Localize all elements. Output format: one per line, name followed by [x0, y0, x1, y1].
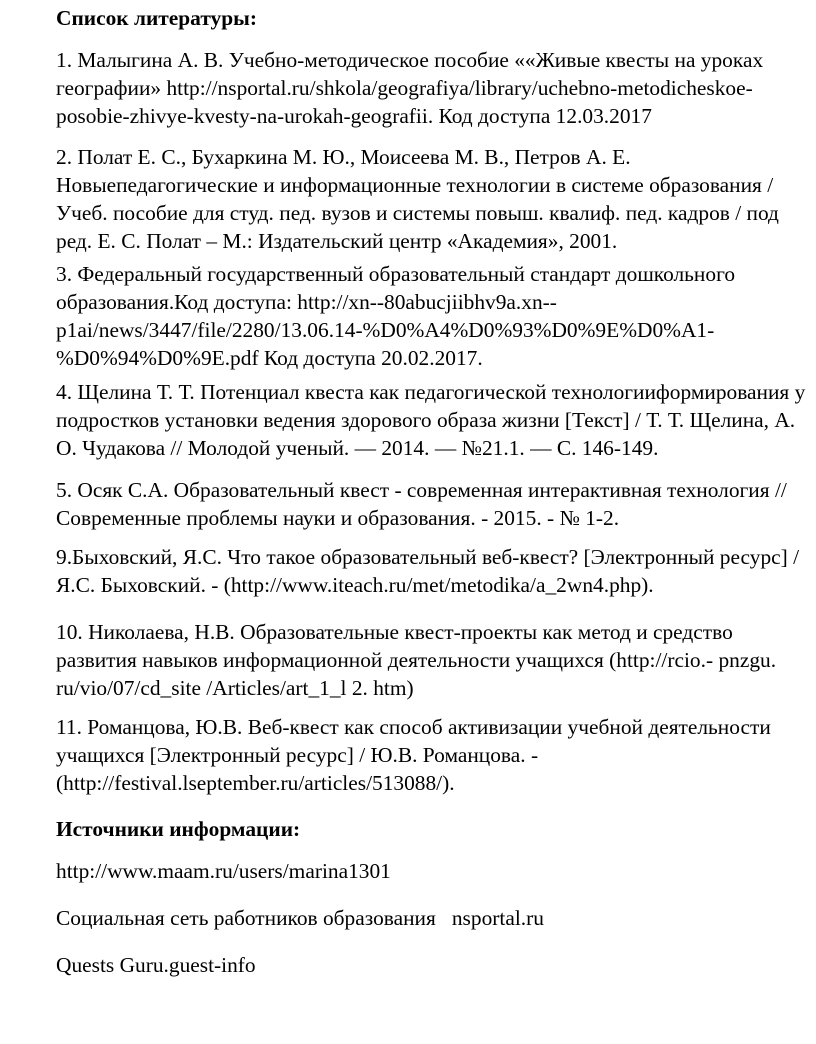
reference-item-5 — [56, 476, 787, 532]
reference-line: 3. Федеральный государственный образовательный стандарт дошкольного — [56, 262, 736, 286]
reference-line: %D0%94%D0%9E.pdf Код доступа 20.02.2017. — [56, 346, 483, 370]
reference-line: Новыепедагогические и информационные технологии в системе образования / — [56, 173, 774, 197]
reference-line: образования.Код доступа: http://xn--80abucjiibhv9a.xn-- — [56, 290, 557, 314]
reference-line: Учеб. пособие для студ. пед. вузов и системы повыш. квалиф. пед. кадров / под — [56, 201, 779, 225]
reference-line: ред. Е. С. Полат – М.: Издательский центр «Академия», 2001. — [56, 229, 618, 253]
reference-line: (http://festival.lseptember.ru/articles/513088/). — [56, 771, 455, 795]
source-quests-guru: Quests Guru.guest-info — [56, 953, 256, 977]
reference-line: Я.С. Быховский. - (http://www.iteach.ru/met/metodika/a_2wn4.php). — [56, 573, 654, 597]
reference-line: 10. Николаева, Н.В. Образовательные квест-проекты как метод и средство — [56, 620, 733, 644]
reference-item-1 — [56, 46, 763, 130]
reference-line: географии» http://nsportal.ru/shkola/geografiya/library/uchebno-metodicheskoe- — [56, 76, 753, 100]
reference-item-4 — [56, 378, 805, 462]
reference-line: О. Чудакова // Молодой ученый. — 2014. — №21.1. — С. 146-149. — [56, 436, 659, 460]
reference-line: 9.Быховский, Я.С. Что такое образовательный веб-квест? [Электронный ресурс] / — [56, 545, 800, 569]
reference-item-11 — [56, 713, 771, 797]
reference-line: 1. Малыгина А. В. Учебно-методическое пособие ««Живые квесты на уроках — [56, 48, 764, 72]
reference-line: учащихся [Электронный ресурс] / Ю.В. Романцова. - — [56, 743, 539, 767]
source-link-maam[interactable]: http://www.maam.ru/users/marina1301 — [56, 859, 391, 883]
reference-line: 11. Романцова, Ю.В. Веб-квест как способ активизации учебной деятельности — [56, 715, 771, 739]
reference-item-9 — [56, 543, 799, 599]
reference-line: posobie-zhivye-kvesty-na-urokah-geografii. Код доступа 12.03.2017 — [56, 104, 652, 128]
sources-heading: Источники информации: — [56, 817, 301, 841]
reference-line: p1ai/news/3447/file/2280/13.06.14-%D0%A4%D0%93%D0%9E%D0%A1- — [56, 318, 715, 342]
reference-line: 2. Полат Е. С., Бухаркина М. Ю., Моисеева М. В., Петров А. Е. — [56, 145, 631, 169]
reference-item-10 — [56, 618, 776, 702]
reference-line: 5. Осяк С.А. Образовательный квест - современная интерактивная технология // — [56, 478, 787, 502]
reference-line: 4. Щелина Т. Т. Потенциал квеста как педагогической технологииформирования у — [56, 380, 806, 404]
reference-line: Современные проблемы науки и образования. - 2015. - № 1-2. — [56, 506, 620, 530]
reference-item-2 — [56, 143, 779, 255]
references-heading: Список литературы: — [56, 6, 257, 30]
reference-line: ru/vio/07/cd_site /Articles/art_1_l 2. htm) — [56, 676, 414, 700]
source-nsportal: Социальная сеть работников образования nsportal.ru — [56, 906, 544, 930]
document-page — [56, 0, 816, 1044]
reference-line: подростков установки ведения здорового образа жизни [Текст] / Т. Т. Щелина, А. — [56, 408, 796, 432]
reference-item-3 — [56, 260, 735, 372]
reference-line: развития навыков информационной деятельности учащихся (http://rcio.- pnzgu. — [56, 648, 777, 672]
